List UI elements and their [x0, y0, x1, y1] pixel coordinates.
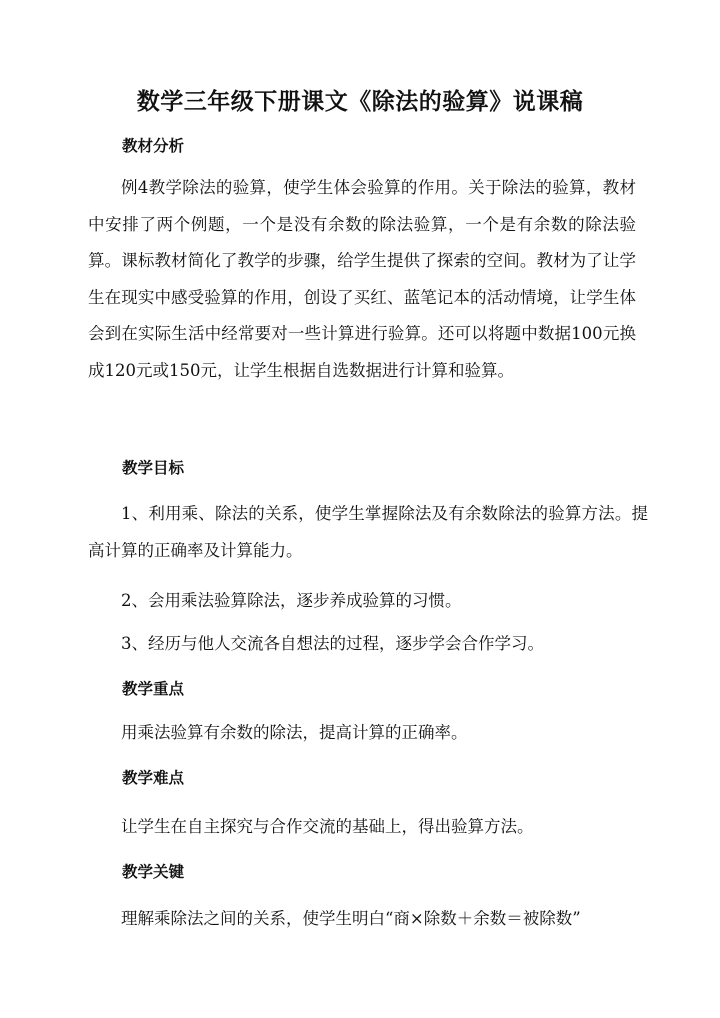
section-paragraph-teaching-focus: 用乘法验算有余数的除法，提高计算的正确率。 — [121, 723, 468, 742]
section-paragraph-objective-2: 2、会用乘法验算除法，逐步养成验算的习惯。 — [121, 591, 462, 610]
section-heading-teaching-objectives: 教学目标 — [122, 459, 185, 477]
section-heading-teaching-focus: 教学重点 — [122, 680, 185, 698]
section-paragraph-objective-3: 3、经历与他人交流各自想法的过程，逐步学会合作学习。 — [121, 634, 544, 653]
section-heading-teaching-difficulty: 教学难点 — [122, 769, 185, 787]
section-paragraph-teaching-key: 理解乘除法之间的关系，使学生明白“商×除数＋余数＝被除数” — [121, 909, 581, 928]
section-paragraph-objective-1: 1、利用乘、除法的关系，使学生掌握除法及有余数除法的验算方法。提高计算的正确率及计算能力。 — [88, 504, 648, 560]
section-paragraph-textbook-analysis: 例4教学除法的验算，使学生体会验算的作用。关于除法的验算，教材中安排了两个例题，一个是没有余数的除法验算，一个是有余数的除法验算。课标教材简化了教学的步骤，给学生提供了探索的空间。教材为了让学生在现实中感受验算的作用，创设了买红、蓝笔记本的活动情境，让学生体会到在实际生活中经常要对一些计算进行验算。还可以将题中数据100元换成120元或150元，让学生根据自选数据进行计算和验算。 — [88, 178, 636, 380]
section-paragraph-teaching-difficulty: 让学生在自主探究与合作交流的基础上，得出验算方法。 — [121, 817, 534, 836]
section-heading-textbook-analysis: 教材分析 — [122, 137, 185, 155]
document-title: 数学三年级下册课文《除法的验算》说课稿 — [136, 89, 584, 115]
section-heading-teaching-key: 教学关键 — [122, 863, 185, 881]
